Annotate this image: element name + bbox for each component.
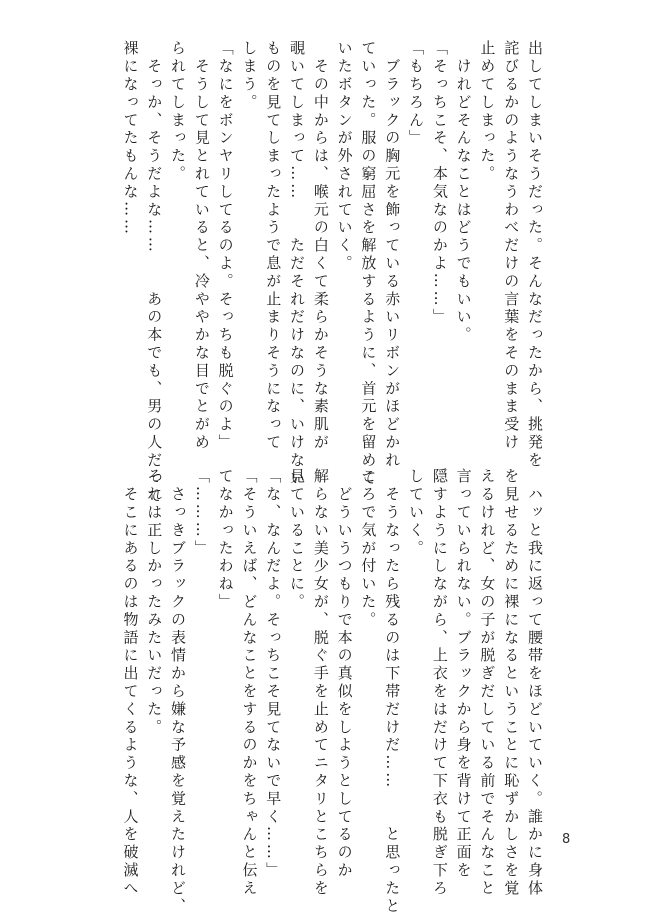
page-number: 8	[562, 832, 571, 847]
text-line: 見ていることに。	[288, 468, 307, 612]
text-line: ブラックの胸元を飾っている赤いリボンがほどかれ	[383, 40, 402, 470]
text-line: しまう。	[240, 40, 259, 112]
text-line: その中からは、喉元の白くて柔らかそうな素肌が	[311, 40, 330, 452]
text-line: 出してしまいそうだった。そんなだったから、挑発を	[526, 40, 544, 470]
text-line: どういうつもりで本の真似をしようとしてるのか	[335, 468, 354, 880]
text-line: ころで気が付いた。	[359, 468, 378, 630]
text-line: けれどそんなことはどうでもいい。	[454, 40, 473, 345]
text-line: 覗いてしまって…… ただそれだけなのに、いけない	[288, 40, 307, 488]
text-line: そっか、そうだよな…… あの本でも、男の人だって	[145, 40, 164, 506]
text-line: それは正しかったみたいだった。	[145, 468, 164, 737]
text-line: えるけれど、女の子が脱ぎだしている前でそんなこと	[478, 468, 497, 898]
text-line: 「もちろん」	[407, 40, 426, 148]
text-line: 「なにをボンヤリしてるのよ。そっちも脱ぐのよ」	[216, 40, 235, 452]
text-line: ハッと我に返って腰帯をほどいていく。誰かに身体	[526, 468, 544, 898]
text-line: ものを見てしまったようで息が止まりそうになって	[264, 40, 283, 452]
text-line: 「そういえば、どんなことをするのかをちゃんと伝え	[240, 468, 259, 898]
text-line: てなかったわね」	[216, 468, 235, 612]
text-line: そうなったら残るのは下帯だけだ…… と思ったと	[383, 468, 402, 916]
text-line: を見せるために裸になるということに恥ずかしさを覚	[502, 468, 521, 898]
bottom-text-column	[118, 468, 546, 916]
text-line: ていった。服の窮屈さを解放するように、首元を留めて	[359, 40, 378, 488]
text-line: いたボタンが外されていく。	[335, 40, 354, 273]
text-line: 「そっちこそ、本気なのかよ……」	[430, 40, 449, 327]
text-line: 「な、なんだよ。そっちこそ見てないで早く……」	[264, 468, 283, 880]
text-line: 隠すようにしながら、上衣をはだけて下衣も脱ぎ下ろ	[430, 468, 449, 898]
text-line: さっきブラックの表情から嫌な予感を覚えたけれど、	[169, 468, 188, 916]
text-line: 裸になってたもんな……	[121, 40, 140, 237]
text-line: そこにあるのは物語に出てくるような、人を破滅へ	[121, 468, 140, 898]
text-line: 止めてしまった。	[478, 40, 497, 184]
top-text-column	[118, 40, 546, 506]
text-line: 詫びるかのようなうわべだけの言葉をそのまま受け	[502, 40, 521, 452]
text-line: 「………」	[192, 468, 211, 558]
text-line: そうして見とれていると、冷ややかな目でとがめ	[192, 40, 211, 452]
text-line: していく。	[407, 468, 426, 558]
text-line: られてしまった。	[169, 40, 188, 184]
text-line: 言っていられない。ブラックから身を背けて正面を	[454, 468, 473, 880]
text-line: 解らない美少女が、脱ぐ手を止めてニタリとこちらを	[311, 468, 330, 898]
